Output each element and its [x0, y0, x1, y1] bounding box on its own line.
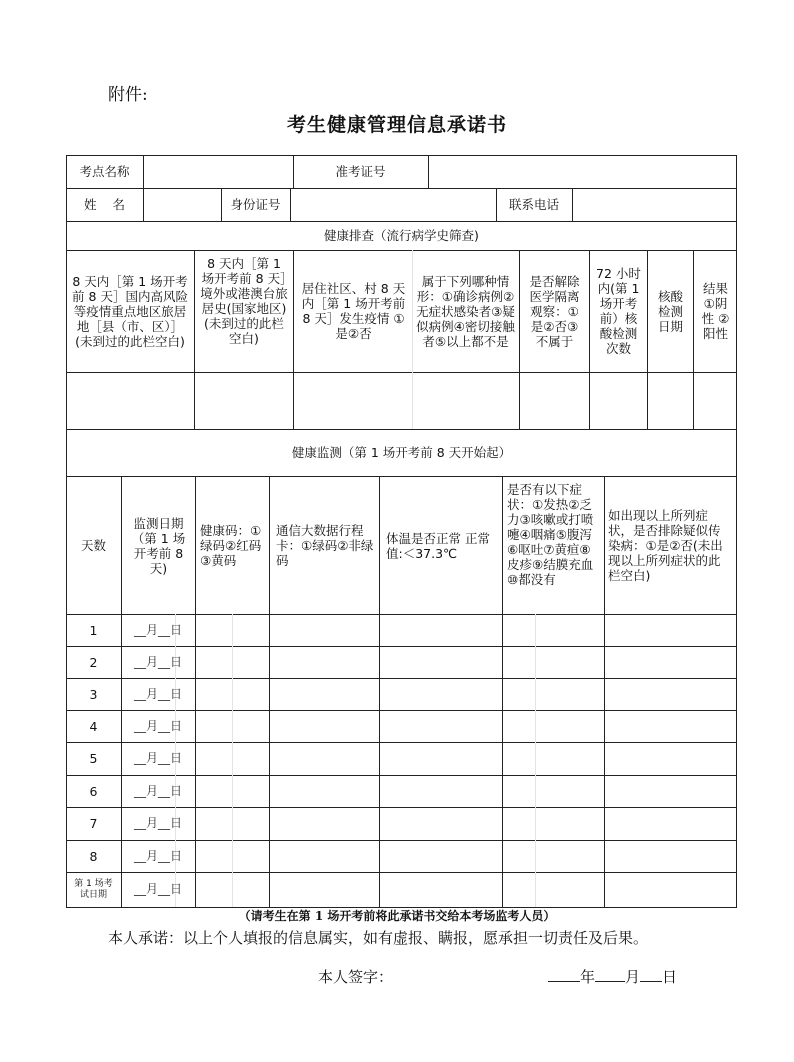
admission-number-field[interactable]: [428, 155, 737, 188]
monitoring-row-date[interactable]: __月__日: [133, 718, 182, 733]
monitoring-input-temperature[interactable]: [379, 646, 502, 678]
monitoring-col-exclude-infection: 如出现以上所列症状，是否排除疑似传染病：①是②否(未出现以上所列症状的此栏空白): [608, 508, 723, 583]
monitoring-row-day: 5: [89, 751, 98, 766]
monitoring-row-date[interactable]: __月__日: [133, 686, 182, 701]
screening-col-overseas-travel: 8 天内［第 1 场开考前 8 天］境外或港澳台旅居史(国家地区)(未到过的此栏空白): [200, 256, 288, 346]
monitoring-row-day: 第 1 场考试日期: [74, 878, 113, 900]
phone-label: 联系电话: [508, 197, 559, 212]
monitoring-input-travel-card[interactable]: [269, 872, 379, 907]
promise-statement: 本人承诺：以上个人填报的信息属实，如有虚报、瞒报，愿承担一切责任及后果。: [108, 929, 649, 947]
submission-note: （请考生在第 1 场开考前将此承诺书交给本考场监考人员）: [238, 909, 556, 923]
monitoring-input-health-code[interactable]: [195, 678, 269, 710]
monitoring-input-symptoms[interactable]: [502, 872, 604, 907]
monitoring-row-date[interactable]: __月__日: [133, 882, 182, 896]
month-blank[interactable]: [595, 967, 625, 982]
monitoring-input-exclude-infection[interactable]: [604, 775, 737, 807]
admission-number-label: 准考证号: [335, 164, 386, 179]
screening-col-test-result: 结果 ①阴性 ②阳性: [701, 281, 730, 341]
monitoring-row-day: 3: [89, 686, 98, 702]
screening-col-case-type: 属于下列哪种情形：①确诊病例②无症状感染者③疑似病例④密切接触者⑤以上都不是: [416, 273, 515, 349]
monitoring-input-exclude-infection[interactable]: [604, 710, 737, 742]
id-number-label: 身份证号: [230, 197, 281, 212]
monitoring-input-exclude-infection[interactable]: [604, 614, 737, 646]
monitoring-input-temperature[interactable]: [379, 710, 502, 742]
monitoring-input-symptoms[interactable]: [502, 775, 604, 807]
monitoring-col-health-code: 健康码：①绿码②红码③黄码: [200, 523, 262, 568]
monitoring-row-date[interactable]: __月__日: [133, 654, 182, 669]
screening-col-nucleic-test-date: 核酸检测日期: [657, 288, 683, 334]
signature-label: 本人签字：: [318, 968, 394, 986]
monitoring-col-date: 监测日期（第 1 场开考前 8 天): [131, 515, 186, 576]
attachment-label: 附件:: [108, 85, 148, 105]
monitoring-input-temperature[interactable]: [379, 775, 502, 807]
monitoring-col-travel-card: 通信大数据行程卡：①绿码②非绿码: [276, 523, 374, 568]
page-title: 考生健康管理信息承诺书: [286, 114, 507, 136]
name-label: 姓 名: [84, 197, 125, 212]
monitoring-input-temperature[interactable]: [379, 807, 502, 840]
monitoring-input-symptoms[interactable]: [502, 646, 604, 678]
monitoring-row-day: 1: [89, 622, 98, 638]
monitoring-input-health-code[interactable]: [195, 614, 269, 646]
monitoring-input-travel-card[interactable]: [269, 678, 379, 710]
monitoring-row-day: 6: [89, 783, 98, 799]
monitoring-input-exclude-infection[interactable]: [604, 840, 737, 872]
monitoring-input-symptoms[interactable]: [502, 840, 604, 872]
screening-input-test-count[interactable]: [589, 372, 647, 429]
monitoring-row-date[interactable]: __月__日: [133, 848, 182, 863]
signature-date: [548, 966, 677, 987]
screening-input-test-result[interactable]: [693, 372, 737, 429]
monitoring-row-day: 8: [89, 848, 98, 864]
screening-section-title: 健康排查（流行病学史筛查): [324, 228, 479, 243]
monitoring-input-travel-card[interactable]: [269, 807, 379, 840]
monitoring-input-symptoms[interactable]: [502, 710, 604, 742]
monitoring-input-temperature[interactable]: [379, 872, 502, 907]
monitoring-input-travel-card[interactable]: [269, 646, 379, 678]
screening-input-isolation[interactable]: [519, 372, 589, 429]
monitoring-input-symptoms[interactable]: [502, 678, 604, 710]
screening-input-test-date[interactable]: [647, 372, 693, 429]
day-label: 日: [662, 968, 678, 986]
monitoring-col-symptoms: 是否有以下症状：①发热②乏力③咳嗽或打喷嚏④咽痛⑤腹泻⑥呕吐⑦黄疸⑧皮疹⑨结膜充血⑩都没有: [507, 482, 594, 587]
month-label: 月: [625, 968, 641, 986]
monitoring-input-travel-card[interactable]: [269, 710, 379, 742]
monitoring-row-day: 4: [89, 718, 98, 734]
monitoring-input-exclude-infection[interactable]: [604, 872, 737, 907]
monitoring-input-exclude-infection[interactable]: [604, 646, 737, 678]
monitoring-input-exclude-infection[interactable]: [604, 807, 737, 840]
year-blank[interactable]: [548, 967, 580, 982]
monitoring-col-day: 天数: [80, 538, 106, 553]
screening-input-domestic-travel[interactable]: [66, 372, 194, 429]
name-field[interactable]: [143, 188, 221, 221]
monitoring-input-symptoms[interactable]: [502, 807, 604, 840]
monitoring-input-health-code[interactable]: [195, 872, 269, 907]
monitoring-row-date[interactable]: __月__日: [133, 783, 182, 798]
monitoring-input-symptoms[interactable]: [502, 742, 604, 775]
monitoring-row-date[interactable]: __月__日: [133, 622, 182, 637]
monitoring-input-exclude-infection[interactable]: [604, 678, 737, 710]
monitoring-row-date[interactable]: __月__日: [133, 751, 182, 765]
monitoring-input-health-code[interactable]: [195, 710, 269, 742]
monitoring-input-temperature[interactable]: [379, 678, 502, 710]
monitoring-input-temperature[interactable]: [379, 840, 502, 872]
monitoring-input-travel-card[interactable]: [269, 840, 379, 872]
monitoring-row-date[interactable]: __月__日: [133, 816, 182, 830]
monitoring-input-health-code[interactable]: [195, 807, 269, 840]
phone-field[interactable]: [572, 188, 737, 221]
monitoring-input-exclude-infection[interactable]: [604, 742, 737, 775]
monitoring-row-day: 2: [89, 654, 98, 670]
screening-input-outbreak-and-case-type[interactable]: [293, 372, 519, 429]
screening-input-overseas-travel[interactable]: [194, 372, 293, 429]
year-label: 年: [580, 968, 596, 986]
exam-site-label: 考点名称: [79, 164, 130, 179]
id-number-field[interactable]: [290, 188, 496, 221]
screening-col-nucleic-test-count: 72 小时内(第 1 场开考前）核酸检测次数: [596, 266, 641, 356]
monitoring-input-symptoms[interactable]: [502, 614, 604, 646]
monitoring-input-health-code[interactable]: [195, 742, 269, 775]
monitoring-input-health-code[interactable]: [195, 840, 269, 872]
monitoring-col-temperature: 体温是否正常 正常值:＜37.3℃: [386, 530, 490, 561]
monitoring-input-health-code[interactable]: [195, 646, 269, 678]
monitoring-input-travel-card[interactable]: [269, 614, 379, 646]
monitoring-input-temperature[interactable]: [379, 742, 502, 775]
screening-col-isolation-released: 是否解除医学隔离观察：①是②否③不属于: [529, 273, 580, 349]
day-blank[interactable]: [640, 967, 662, 982]
monitoring-input-health-code[interactable]: [195, 775, 269, 807]
monitoring-section-title: 健康监测（第 1 场开考前 8 天开始起）: [291, 445, 512, 460]
monitoring-input-travel-card[interactable]: [269, 742, 379, 775]
monitoring-input-temperature[interactable]: [379, 614, 502, 646]
monitoring-row-day: 7: [89, 816, 98, 831]
screening-col-community-outbreak: 居住社区、村 8 天内［第 1 场开考前 8 天］发生疫情 ①是②否: [301, 281, 406, 341]
screening-col-domestic-travel: 8 天内［第 1 场开考前 8 天］国内高风险等疫情重点地区旅居地［县（市、区）］(未到过的此栏空白): [72, 273, 188, 349]
monitoring-input-travel-card[interactable]: [269, 775, 379, 807]
exam-site-field[interactable]: [143, 155, 293, 188]
